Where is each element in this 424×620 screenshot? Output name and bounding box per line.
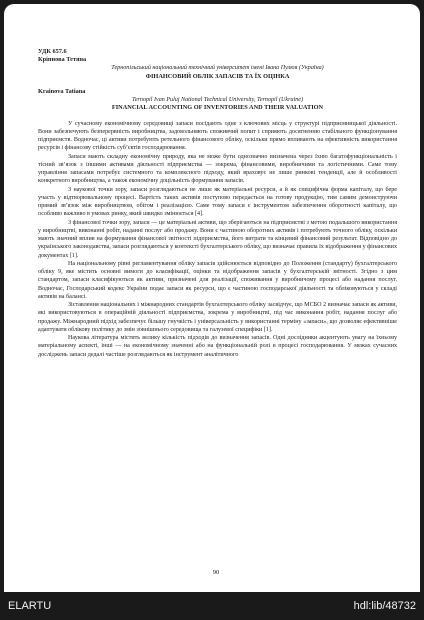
paragraph: З фінансової точки зору, запаси — це матеріальні активи, що зберігаються на підприємстві з метою подальшого використання у виробництві, виконанні робіт, наданні послуг або продажу. Вони є частиною оборотних активів і потребують точного обліку, оскільки мають значний вплив на формування фінансової звітності підприємства, його витрати та кінцевий фінансовий результат. Відповідно до українського законодавства, запаси розглядаються у контексті бухгалтерського обліку, що визначає правила їх відображення у фінансових документах [1].	[38, 219, 397, 259]
paragraph: Запаси мають складну економічну природу, яка не може бути однозначно визначена через їхню багатофункціональність і тісний зв’язок з іншими активами діяльності підприємства — зокрема, фінансовими, виробничими та логістичними. Саме тому управління запасами потребує системного та комплексного підходу, який враховує не лише ринкові тенденції, але й особливості конкретного виробництва, а також економічну доцільність формування запасів.	[38, 153, 397, 185]
author-en: Krainova Tatiana	[38, 87, 86, 95]
paragraph: На національному рівні регламентування обліку запасів здійснюється відповідно до Положення (стандарту) бухгалтерського обліку 9, яке містить основні вимоги до класифікації, оцінки та відображення запасів у бухгалтерській звітності. Згідно з цим стандартом, запаси класифікуються як активи, призначені для реалізації, споживання у виробничому процесі або надання послуг. Водночас, Господарський кодекс України подає запаси як ресурси, що є частиною господарської діяльності та обліковуються у складі активів на балансі.	[38, 260, 397, 300]
title-ua: ФІНАНСОВИЙ ОБЛІК ЗАПАСІВ ТА ЇХ ОЦІНКА	[145, 72, 290, 80]
repository-name[interactable]: ELARTU	[8, 600, 52, 612]
article-body	[38, 120, 397, 359]
handle-id[interactable]: hdl:lib/48732	[353, 600, 416, 612]
affiliation-en: Ternopil Ivan Puluj National Technical University, Ternopil (Ukraine)	[132, 97, 303, 104]
udc-code: УДК 657.6	[38, 48, 67, 55]
repository-footer	[0, 592, 424, 620]
paragraph: У сучасному економічному середовищі запаси посідають одне з ключових місць у структурі підприємницької діяльності. Вони забезпечують безперервність виробництва, задовольняють споживчий попит і сприяють досягненню стабільного функціонування підприємств. Водночас, ці активи потребують ретельного фінансового обліку, оскільки прямо впливають на ефективність використання ресурсів і фінансову стійкість суб’єктів господарювання.	[38, 120, 397, 152]
page-content	[38, 48, 397, 359]
paragraph: Зіставлення національних і міжнародних стандартів бухгалтерського обліку засвідчує, що МСБО 2 визначає запаси як активи, які використовуються в операційній діяльності підприємства, зокрема у виробництві, під час виконання робіт, надання послуг або продажу. Міжнародний підхід забезпечує більшу гнучкість і універсальність у використанні терміну «запаси», що дозволяє ефективніше адаптувати облікову політику до змін зовнішнього середовища та галузевої специфіки [1].	[38, 302, 397, 333]
paragraph: З наукової точки зору, запаси розглядаються не лише як матеріальні ресурси, а й як специфічна форма капіталу, що бере участь у відтворювальному процесі. Вартість таких активів поступово передається на готову продукцію, тим самим демонструючи прямий зв’язок між виробництвом, обігом і реалізацією. Саме тому запаси є інструментом забезпечення оборотності капіталу, що особливо важливо в умовах ринку, який швидко змінюється [4].	[38, 186, 397, 218]
author-ua: Кріпнова Тетяна	[38, 56, 87, 64]
paragraph: Наукова література містить велику кількість підходів до визначення запасів. Одні дослідники акцентують увагу на їхньому матеріальному аспекті, інші — на економічному значенні або на функціональній ролі в процесі господарювання. У межах сучасних досліджень запаси дедалі частіше розглядаються як інструмент аналітичного	[38, 335, 397, 358]
title-en: FINANCIAL ACCOUNTING OF INVENTORIES AND THEIR VALUATION	[111, 104, 324, 112]
page-number: 90	[212, 569, 220, 576]
affiliation-ua: Тернопільський національний технічний університет імені Івана Пулюя (Україна)	[111, 65, 324, 72]
document-page	[4, 4, 420, 592]
